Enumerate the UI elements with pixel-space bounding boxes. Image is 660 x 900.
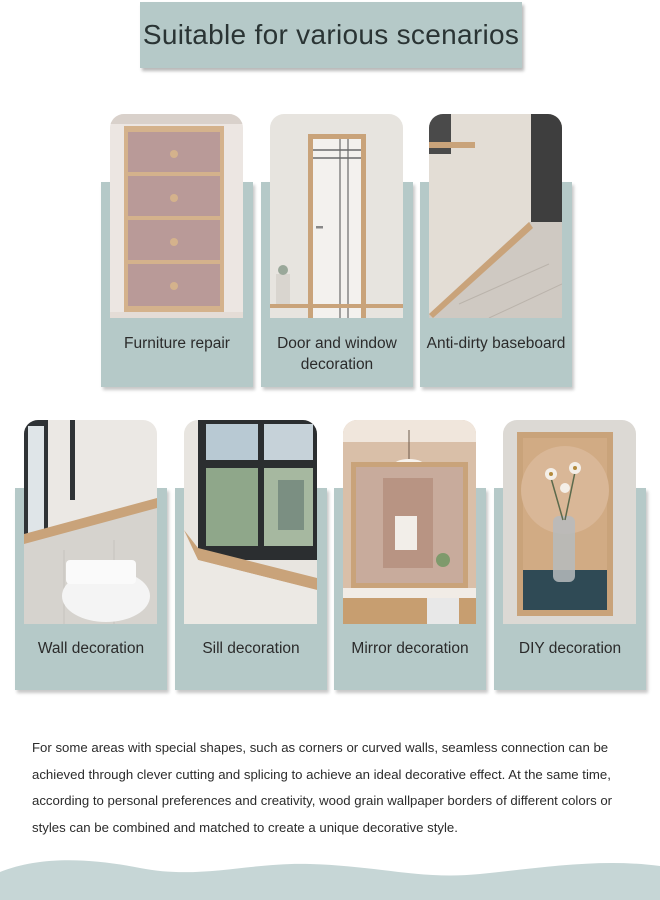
scenario-label: DIY decoration: [518, 640, 622, 657]
door-frame-photo: [270, 114, 403, 318]
scenario-label: Anti-dirty baseboard: [426, 335, 566, 352]
bathroom-mirror-photo: [343, 420, 476, 624]
page-title-banner: [140, 2, 522, 68]
page-title: Suitable for various scenarios: [142, 19, 520, 50]
baseboard-photo: [429, 114, 562, 318]
bathroom-wall-photo: [24, 420, 157, 624]
framed-flower-art-photo: [503, 420, 636, 624]
decorative-wave-footer: [0, 850, 660, 900]
scenario-label: Wall decoration: [37, 640, 145, 657]
scenario-label: Door and window decoration: [277, 335, 397, 373]
window-sill-photo: [184, 420, 317, 624]
scenario-label: Sill decoration: [202, 640, 300, 657]
scenario-label: Furniture repair: [124, 335, 230, 352]
dresser-drawers-photo: [110, 114, 243, 318]
description-paragraph: For some areas with special shapes, such as corners or curved walls, seamless connection can be achieved through clever cutting and splicing to achieve an ideal decorative effect. At the same time, according to personal preferences and creativity, wood grain wallpaper borders of different colors or styles can be combined and matched to create a unique decorative style.: [32, 740, 613, 835]
scenario-label: Mirror decoration: [351, 640, 469, 657]
